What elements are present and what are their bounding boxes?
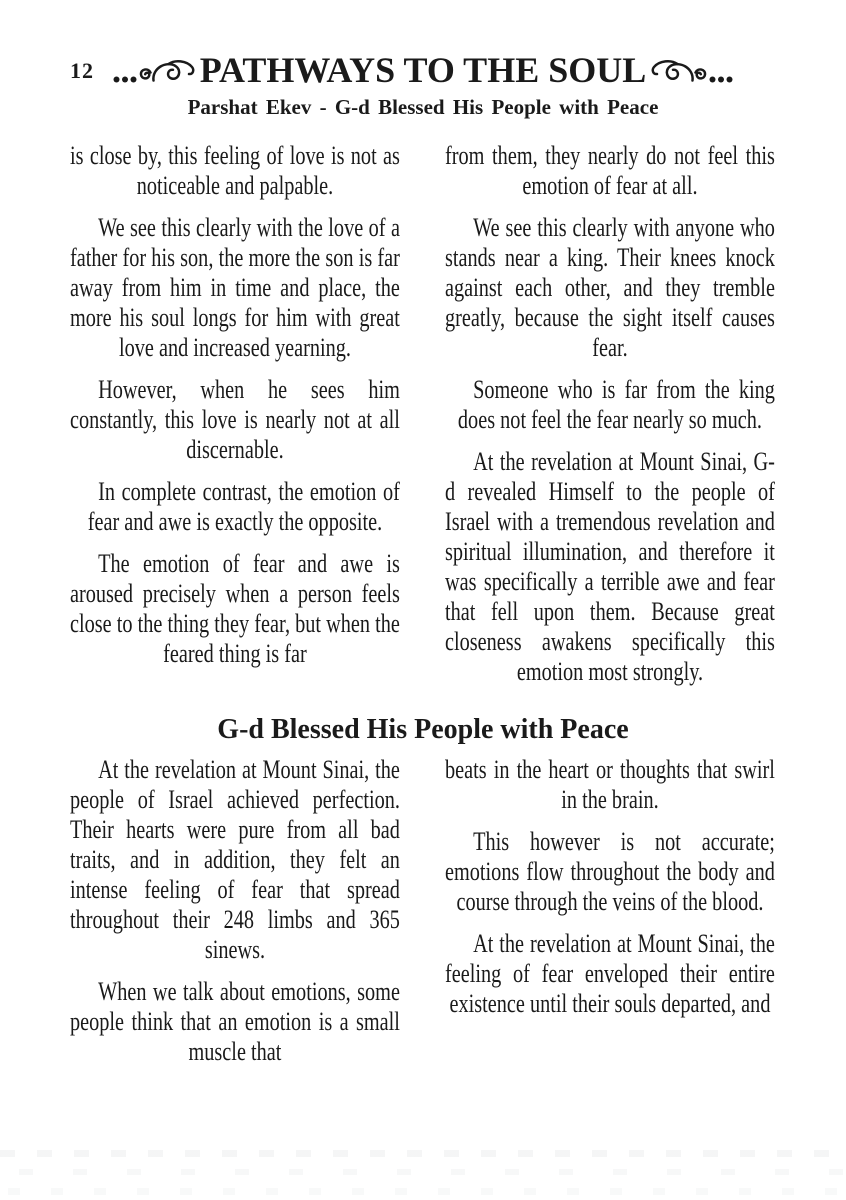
paragraph: The emotion of fear and awe is aroused precisely when a person feels close to the thing they fear, but when the feared thing is far [70,549,400,668]
paragraph: We see this clearly with anyone who stands near a king. Their knees knock against each other, and they tremble greatly, because the sight itself causes fear. [445,213,775,362]
paragraph: Someone who is far from the king does not feel the fear nearly so much. [457,375,775,434]
book-title: PATHWAYS TO THE SOUL [199,50,647,90]
page-number: 12 [70,58,94,83]
page-body [0,141,846,1079]
paragraph: However, when he sees him constantly, this love is nearly not at all discernable. [70,375,400,464]
left-column [70,141,400,699]
paragraph: We see this clearly with the love of a father for his son, the more the son is far away from him in time and place, the more his soul longs for him with great love and increased yearning. [70,213,400,362]
right-column-text [445,141,775,687]
section-fear-and-love [0,141,846,699]
paragraph: is close by, this feeling of love is not as noticeable and palpable. [70,141,400,200]
scroll-ornament-right-icon [648,51,734,89]
paragraph: In complete contrast, the emotion of fear and awe is exactly the opposite. [87,477,400,536]
book-title-row [0,48,846,92]
right-column [445,141,775,699]
left-column [70,755,400,1079]
section-blessed [0,755,846,1079]
page-subtitle: Parshat Ekev - G-d Blessed His People with Peace [187,95,659,119]
paragraph: At the revelation at Mount Sinai, the people of Israel achieved perfection. Their hearts were pure from all bad traits, and in addition, they felt an intense feeling of fear that spread throughout their 248 limbs and 365 sinews. [70,755,400,964]
paragraph: This however is not accurate; emotions flow throughout the body and course through the veins of the blood. [445,827,775,916]
scan-noise-band [0,1142,846,1200]
paragraph: At the revelation at Mount Sinai, G-d revealed Himself to the people of Israel with a tremendous revelation and spiritual illumination, and therefore it was specifically a terrible awe and fear that fell upon them. Because great closeness awakens specifically this emotion most strongly. [445,447,775,686]
right-column-text [445,755,775,1019]
scroll-ornament-left-icon [112,51,198,89]
paragraph: When we talk about emotions, some people think that an emotion is a small muscle that [70,977,400,1066]
paragraph: from them, they nearly do not feel this emotion of fear at all. [445,141,775,200]
paragraph: At the revelation at Mount Sinai, the feeling of fear enveloped their entire existence until their souls departed, and [445,929,775,1018]
section-heading: G-d Blessed His People with Peace [217,714,629,745]
left-column-text [70,141,400,669]
page-header [0,0,846,119]
right-column [445,755,775,1079]
left-column-text [70,755,400,1067]
paragraph: beats in the heart or thoughts that swirl in the brain. [445,755,775,814]
